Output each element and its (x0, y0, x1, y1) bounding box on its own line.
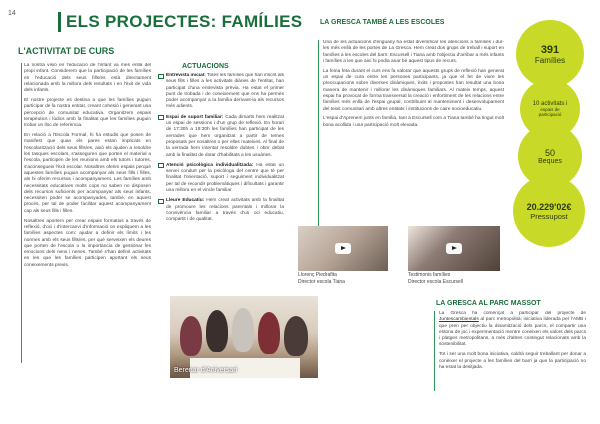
stat-number: 20.229'02€ (526, 201, 572, 212)
page-number: 14 (8, 10, 16, 17)
person-figure (180, 316, 202, 356)
checkbox-icon (158, 199, 164, 204)
program-link[interactable]: Juntescambientals (439, 317, 479, 323)
video-thumbnail-escursell[interactable] (408, 226, 500, 271)
action-title: Lleure Educatiu: (166, 198, 205, 204)
action-item (158, 115, 284, 159)
stat-number: 391 (540, 43, 560, 56)
stat-label: Pressupost (530, 211, 568, 221)
schools-paragraph: La feina feta durant el curs ens fa valorar que aquests grups de reflexió han generat un espai de cura entre les persones participants, ja que el fet de viure les preocupacions sobre diverses dinàmiques, èxits i propostes han resultat una bona manera de mantenir i millorar les dinàmiques familiars. Al mateix temps, aquest espai ha provocat de forma transversal la creació i enfortiment de les relacions entre famílies més enllà de l'espai grupal, contribuint al manteniment i desenvolupament del teixit comunitari amb altres entitats i institucions de caire socioeducatiu. (323, 68, 504, 112)
action-text: Totes les famílies que han inscrit als seus fills i filles a les activitats diàries de l'entitat, han participat d'una entrevista prèvia. Ha estat el primer punt de trobada i de coneixement que ens ha permès poder acompanyar a la família derivant-la als recursos més adients. (166, 73, 284, 110)
play-icon[interactable] (446, 243, 462, 254)
action-item (158, 163, 284, 194)
play-icon[interactable] (335, 243, 351, 254)
video-caption (298, 272, 345, 285)
actions-list (158, 73, 284, 298)
activity-paragraph: El nostre projecte es destina a que les famílies puguin participar de la nostra entitat, creant cohesió i generant una percepció de comunitat educativa. Organitzem espais terapèutics i lúdics amb la finalitat que les famílies puguin trobar un lloc de referència. (24, 98, 151, 129)
activity-text-column (21, 63, 151, 363)
checkbox-icon (158, 115, 164, 120)
stat-number: 50 (544, 147, 555, 158)
park-text: al parc metropolità; iniciativa liderada per l'AMB i que pren per objectiu la dinamització dels parcs, el compartir una estona de joc i experimentació mentre coneixen els valors dels parcs i platges metropolitans, a més d'altres contingut relacionats amb la sostenibilitat. (439, 317, 586, 348)
action-item (158, 198, 284, 223)
video-caption-role: Director escola Escursell (408, 278, 464, 285)
park-paragraph (439, 311, 586, 349)
video-caption-role: Director escola Tiana (298, 278, 345, 285)
title-accent-bar (58, 12, 61, 32)
person-figure (206, 310, 228, 352)
person-figure (284, 316, 308, 356)
video-thumbnail-tiana[interactable] (298, 226, 388, 271)
photo-caption: Berenar d'Aniversari (174, 367, 238, 374)
stat-budget (513, 175, 585, 247)
park-text-column (434, 311, 586, 391)
person-figure (258, 312, 280, 354)
actions-heading: ACTUACIONS (182, 63, 229, 70)
stat-label: espais de participació (538, 106, 562, 117)
park-heading: LA GRESCA AL PARC MASSOT (436, 300, 541, 307)
schools-paragraph: Una de les actuacions d'enguany ha estat diversificar les atencions a famílies i dur-les més enllà de les portes de La Gresca. Hem creat dos grups de treball i suport en famílies a les escoles del barri: Escursell i Tiana amb l'objectiu d'arribar a més infants i famílies a les que així hi podia anar bé aquest tipus de recurs. (323, 40, 504, 64)
page-title: ELS PROJECTES: FAMÍLIES (66, 12, 303, 31)
activity-paragraph: La nostra visió en l'educació de l'infant va més enllà del propi infant. Considerem que la participació de les famílies en l'educació dels seus fills/es està directament relacionada amb la millora dels resultats i en l'èxit de vida dels infants. (24, 63, 151, 94)
checkbox-icon (158, 74, 164, 79)
schools-paragraph: L'espai d'Aprenem junts en família, tant a Escursell com a Tiana també ha tingut molt bona acollida i una participació molt elevada. (323, 116, 504, 128)
activity-heading: L'ACTIVITAT DE CURS (18, 46, 115, 56)
action-item (158, 73, 284, 111)
stat-label: Beques (538, 157, 562, 165)
video-caption-name: Llorenç Piedrafita (298, 272, 337, 278)
checkbox-icon (158, 163, 164, 168)
schools-heading: LA GRESCA TAMBÉ A LES ESCOLES (320, 19, 445, 26)
birthday-photo (170, 296, 318, 378)
stat-label: Famílies (534, 55, 566, 65)
stat-number: 10 activitats i (532, 100, 568, 107)
action-title: Espai de suport familiar: (166, 114, 224, 120)
action-text: Hem creat activitats amb la finalitat de promoure les relacions parentals i millorar la convivència familiar a través d'un oci educatiu, compartit i de qualitat. (166, 198, 284, 223)
activity-paragraph: Nosaltres aportem per crear espais formatius a través de reflexió, d'oci i d'intercanvi d'informació on expliquem a les famílies aspectes com: ajudar a definir els límits i les normes amb els seus fills/es, per què serveixen els deures que porten de l'escola o la importància de gestionar les emocions dels nens i nenes. També s'han definit activitats en les que les famílies participen aportant els seus coneixements previs. (24, 218, 151, 268)
video-caption-name: Testimonis famílies (408, 272, 451, 278)
action-title: Atenció psicològica individualitzada: (166, 162, 254, 168)
action-text: Cada dimarts hem realitzat un espai de sessions i d'un grup de reflexió. En horari de 17:30h a 19:30h les famílies han participat de les xerrades que hem organitzat a partir de temes proposats per nosaltres o per elles mateixes. Al final de la xerrada hem intentat resoldre dubtes i obrir debat amb la finalitat de dotar d'habilitats a les usuàries. (166, 114, 284, 158)
video-caption (408, 272, 463, 285)
park-text: La Gresca ha començat a participar del projecte de (439, 311, 586, 316)
stat-families (516, 20, 584, 88)
park-paragraph: Tot i ser una molt bona iniciativa, caldrà seguir treballant per donar a conèixer el projecte a les famílies del barri ja que la participació no ha estat la desitjada. (439, 352, 586, 370)
activity-paragraph: En relació a l'Escola Formal, hi ha estudis que posen de manifest que quan els pares estan implicats en l'escolarització dels seus fills/es, això els ajuden a resoldre les tasques escolars, s'asseguren que porten el material a l'escola, participen de les reunions amb els tutors i tutores, s'aconsegueix l'èxit escolar. Nosaltres oferim espais perquè aquestes famílies puguin acompanyar als seus fills i filles, als hi oferim recursos i acompanyament. Les famílies amb necessitats educatives molts cops no saben no disposen dels recursos suficients per acompanyar als seus infants, necessiten poder se acompanyades, també, en aquest procés, per tal de poder facilitar aquest acompanyament cap als seus fills i filles. (24, 133, 151, 214)
person-figure (232, 308, 254, 352)
action-title: Entrevista inicial: (166, 73, 206, 78)
schools-text-column (318, 40, 504, 248)
action-text: Ha estat un servei conduït per la psicòloga del centre que té per finalitat l'orientació, suport i seguiment individualitzat per tal de recondir problemàtiques i dificultats i garantir una millora en el vincle familiar. (166, 162, 284, 194)
